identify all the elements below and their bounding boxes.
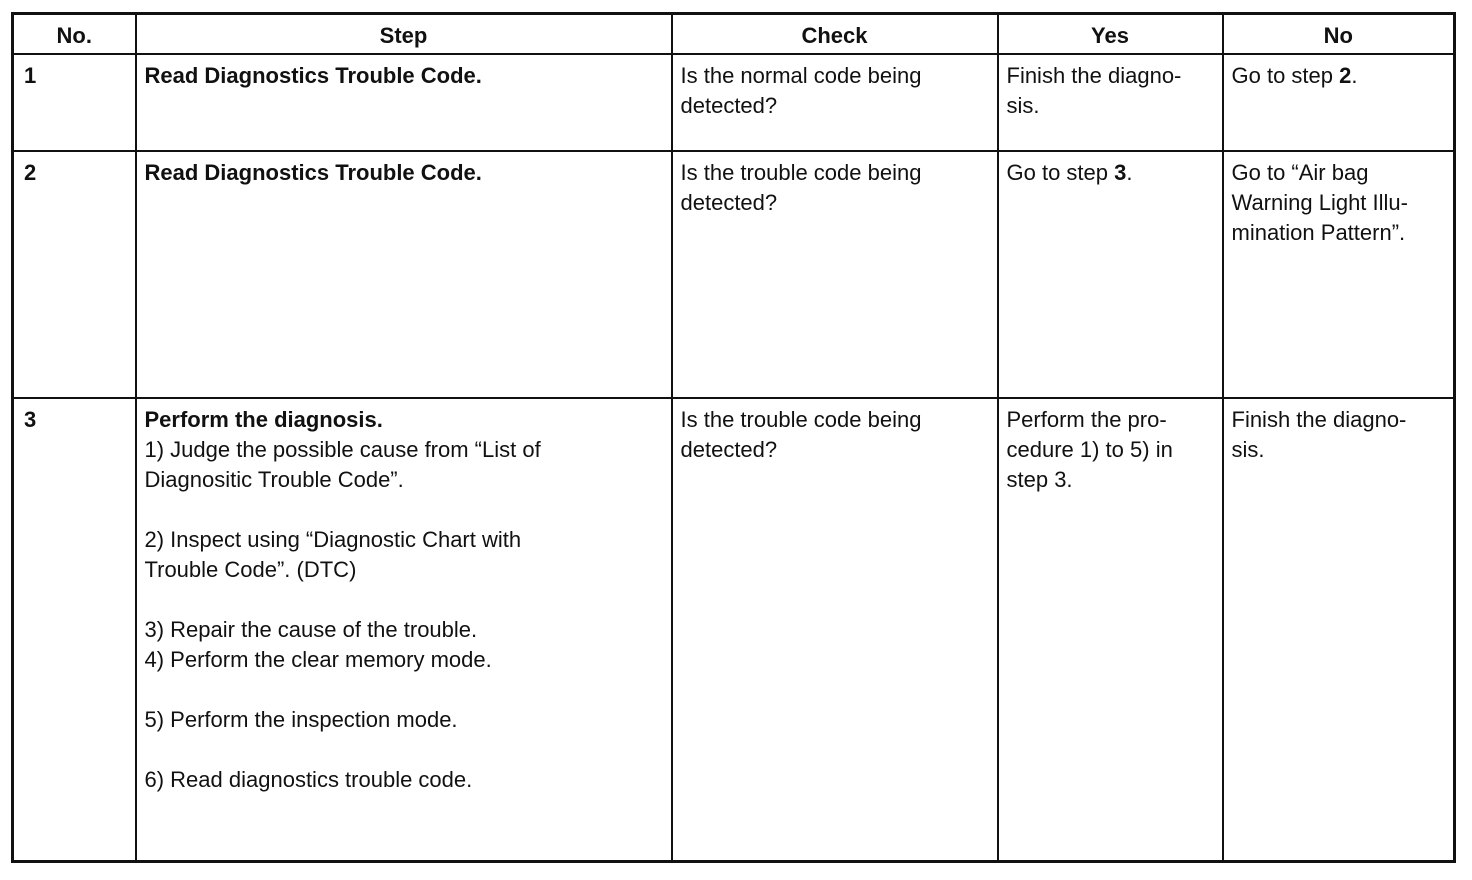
row-number: 3: [13, 398, 136, 862]
row-number: 2: [13, 151, 136, 398]
step-cell: [136, 398, 672, 862]
step-title: Perform the diagnosis.: [144, 406, 383, 432]
header-row: [13, 14, 1455, 54]
step-line: 4) Perform the clear memory mode.: [144, 646, 492, 672]
check-cell: [672, 398, 998, 862]
check-text: detected?: [680, 189, 778, 215]
header-step: Step: [136, 14, 672, 54]
yes-text: Finish the diagno-: [1006, 62, 1182, 88]
yes-text: cedure 1) to 5) in: [1006, 436, 1173, 462]
step-cell: [136, 54, 672, 151]
yes-cell: [998, 151, 1223, 398]
step-title: Read Diagnostics Trouble Code.: [144, 159, 482, 185]
spacer: [145, 675, 663, 705]
diagnosis-table: [11, 12, 1456, 863]
step-reference: 3: [1114, 159, 1127, 185]
yes-text: Go to step: [1006, 159, 1115, 185]
header-check: Check: [672, 14, 998, 54]
spacer: [145, 585, 663, 615]
no-text: Finish the diagno-: [1231, 406, 1407, 432]
spacer: [145, 495, 663, 525]
no-text: Go to step: [1231, 62, 1340, 88]
no-text: Go to “Air bag: [1231, 159, 1369, 185]
yes-cell: [998, 54, 1223, 151]
check-text: Is the normal code being: [680, 62, 922, 88]
row-number: 1: [13, 54, 136, 151]
check-cell: [672, 54, 998, 151]
step-line: 1) Judge the possible cause from “List of: [144, 436, 541, 462]
table-row: [13, 151, 1455, 398]
check-text: detected?: [680, 436, 778, 462]
header-yes: Yes: [998, 14, 1223, 54]
no-text: sis.: [1231, 436, 1265, 462]
step-line: 3) Repair the cause of the trouble.: [144, 616, 478, 642]
no-text: Warning Light Illu-: [1231, 189, 1408, 215]
check-cell: [672, 151, 998, 398]
yes-text: .: [1126, 159, 1133, 185]
header-no-result: No: [1223, 14, 1455, 54]
step-line: Diagnositic Trouble Code”.: [144, 466, 404, 492]
step-line: 5) Perform the inspection mode.: [144, 706, 458, 732]
table-row: [13, 398, 1455, 862]
header-no: No.: [13, 14, 136, 54]
step-line: 6) Read diagnostics trouble code.: [144, 766, 473, 792]
spacer: [145, 735, 663, 765]
no-cell: [1223, 398, 1455, 862]
no-text: .: [1351, 62, 1358, 88]
step-title: Read Diagnostics Trouble Code.: [144, 62, 482, 88]
yes-text: Perform the pro-: [1006, 406, 1167, 432]
yes-cell: [998, 398, 1223, 862]
yes-text: step 3.: [1006, 466, 1073, 492]
no-cell: [1223, 151, 1455, 398]
step-line: 2) Inspect using “Diagnostic Chart with: [144, 526, 522, 552]
no-text: mination Pattern”.: [1231, 219, 1406, 245]
step-reference: 2: [1339, 62, 1352, 88]
step-line: Trouble Code”. (DTC): [144, 556, 357, 582]
no-cell: [1223, 54, 1455, 151]
yes-text: sis.: [1006, 92, 1040, 118]
step-cell: [136, 151, 672, 398]
check-text: Is the trouble code being: [680, 159, 922, 185]
check-text: Is the trouble code being: [680, 406, 922, 432]
check-text: detected?: [680, 92, 778, 118]
table-row: [13, 54, 1455, 151]
